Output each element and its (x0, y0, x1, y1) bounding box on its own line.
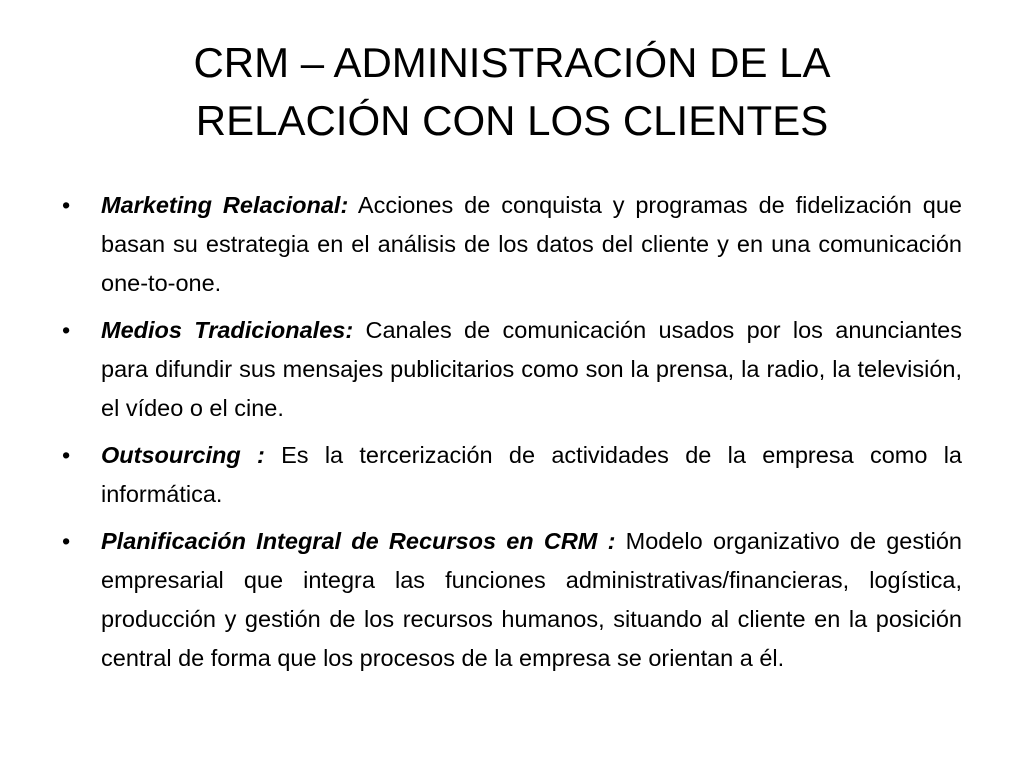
bullet-item-marketing-relacional (62, 186, 962, 303)
bullet-text: Modelo organizativo de gestión empresarial que integra las funciones administrativas/financieras, logística, producción y gestión de los recursos humanos, situando al cliente en la posición central de forma que los procesos de la empresa se orientan a él. (101, 528, 963, 671)
bullet-term: Medios Tradicionales: (101, 317, 354, 343)
bullet-term: Planificación Integral de Recursos en CRM : (101, 528, 616, 554)
bullet-item-outsourcing (62, 436, 962, 514)
bullet-dot: • (62, 442, 71, 468)
bullet-dot: • (62, 528, 71, 554)
bullet-term: Marketing Relacional: (101, 192, 349, 218)
slide-title-line-1: CRM – ADMINISTRACIÓN DE LA (193, 39, 831, 86)
bullet-item-medios-tradicionales (62, 311, 962, 428)
slide-title (80, 34, 944, 150)
bullet-text: Canales de comunicación usados por los anunciantes para difundir sus mensajes publicitarios como son la prensa, la radio, la televisión, el vídeo o el cine. (101, 317, 962, 421)
bullet-term: Outsourcing : (101, 442, 265, 468)
bullet-item-planificacion-integral (62, 522, 962, 678)
bullet-text: Acciones de conquista y programas de fidelización que basan su estrategia en el análisis de los datos del cliente y en una comunicación one-to-one. (101, 192, 962, 296)
bullet-dot: • (62, 317, 71, 343)
slide-title-line-2: RELACIÓN CON LOS CLIENTES (195, 97, 829, 144)
bullet-list (62, 186, 962, 686)
bullet-dot: • (62, 192, 71, 218)
bullet-text: Es la tercerización de actividades de la empresa como la informática. (101, 442, 962, 507)
